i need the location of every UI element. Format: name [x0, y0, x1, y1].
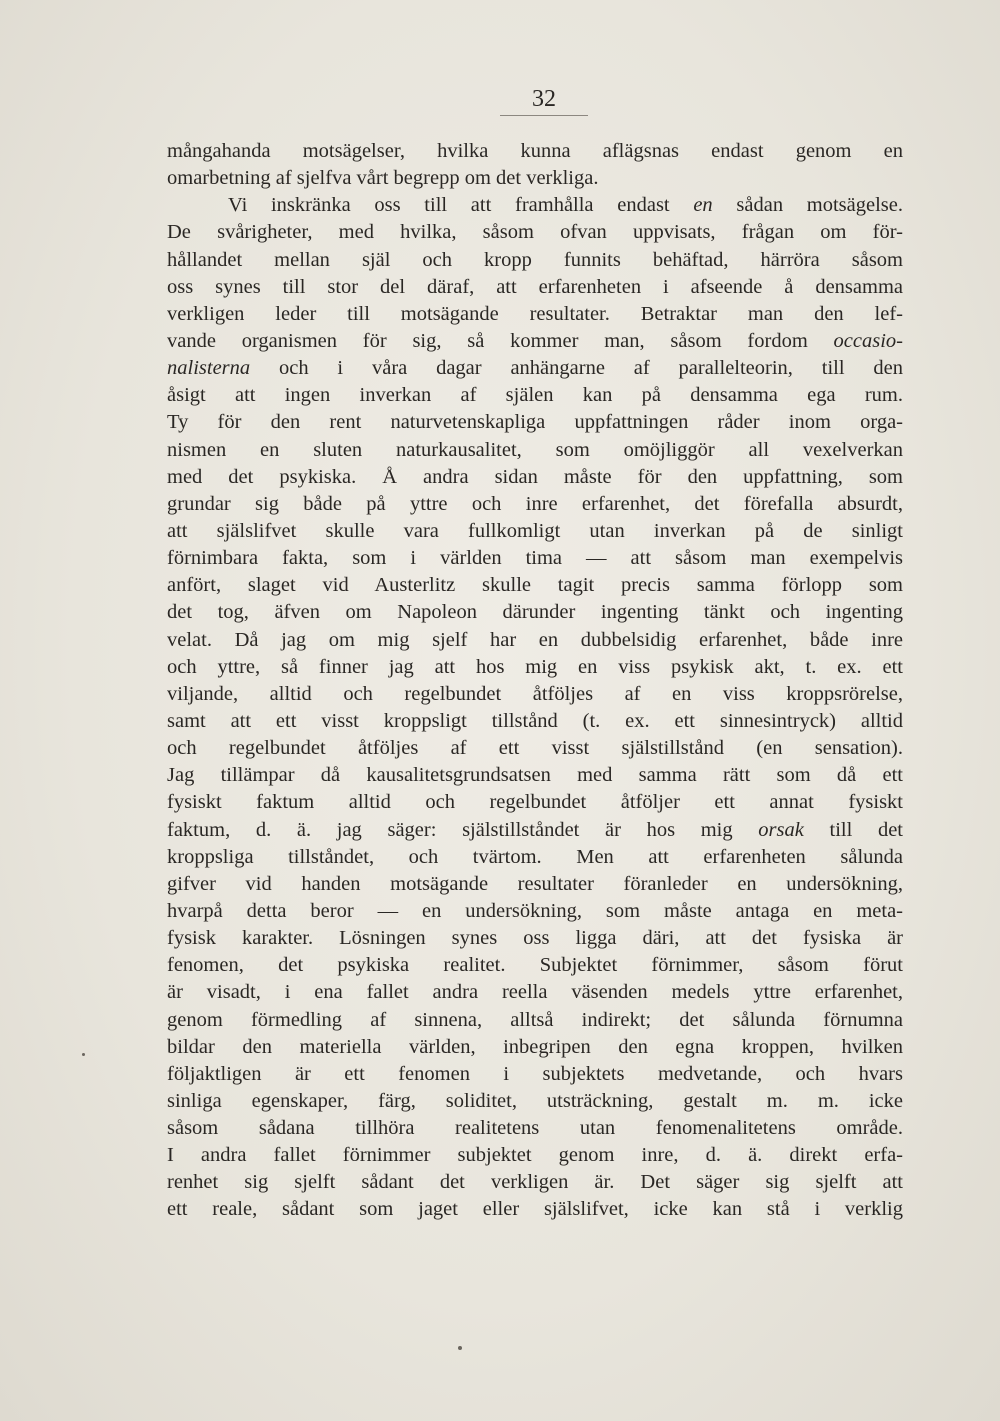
- text-line: [167, 762, 903, 789]
- page-number-rule: [500, 115, 588, 116]
- text-line: [167, 247, 903, 274]
- text-line: [167, 789, 903, 816]
- text-line: [167, 1169, 903, 1196]
- text-segment: I andra fallet förnimmer subjektet genom inre, d. ä. direkt erfa-: [167, 1144, 903, 1167]
- text-line: [167, 355, 903, 382]
- text-segment: sådan motsägelse.: [712, 194, 903, 217]
- text-line: [167, 844, 903, 871]
- text-line: [167, 464, 903, 491]
- text-segment: samt att ett visst kroppsligt tillstånd (t. ex. ett sinnesintryck) alltid: [167, 709, 903, 732]
- text-line: [167, 898, 903, 925]
- text-line: [167, 1115, 903, 1142]
- text-segment: är visadt, i ena fallet andra reella väsenden medels yttre erfarenhet,: [167, 981, 903, 1004]
- text-segment: grundar sig både på yttre och inre erfarenhet, det förefalla absurdt,: [167, 492, 903, 515]
- text-line: [167, 274, 903, 301]
- text-segment: och yttre, så finner jag att hos mig en viss psykisk akt, t. ex. ett: [167, 655, 903, 678]
- text-line: [167, 491, 903, 518]
- text-line: [167, 654, 903, 681]
- text-line: [167, 545, 903, 572]
- text-line: [167, 572, 903, 599]
- text-line: [167, 1142, 903, 1169]
- text-segment: och i våra dagar anhängarne af parallelteorin, till den: [250, 357, 903, 380]
- text-segment: och regelbundet åtföljes af ett visst själstillstånd (en sensation).: [167, 737, 903, 760]
- text-line: [167, 627, 903, 654]
- text-line: [167, 979, 903, 1006]
- text-segment: faktum, d. ä. jag säger: själstillståndet är hos mig: [167, 818, 759, 841]
- body-text: [167, 138, 903, 1224]
- text-segment: hvarpå detta beror — en undersökning, som måste antaga en meta-: [167, 899, 903, 922]
- text-line: [167, 871, 903, 898]
- text-line: [167, 301, 903, 328]
- text-segment: anfört, slaget vid Austerlitz skulle tagit precis samma förlopp som: [167, 574, 903, 597]
- text-line: [167, 518, 903, 545]
- text-segment: De svårigheter, med hvilka, såsom ofvan uppvisats, frågan om för-: [167, 221, 903, 244]
- text-segment: till det: [803, 818, 904, 841]
- text-segment: hållandet mellan själ och kropp funnits behäftad, härröra såsom: [167, 248, 903, 271]
- text-segment: verkligen leder till motsägande resultater. Betraktar man den lef-: [167, 302, 903, 325]
- text-segment: åsigt att ingen inverkan af själen kan på densamma ega rum.: [167, 384, 903, 407]
- page-number: 32: [532, 86, 556, 112]
- text-segment: ett reale, sådant som jaget eller själslifvet, icke kan stå i verklig: [167, 1198, 903, 1221]
- text-line: [167, 437, 903, 464]
- italic-text: occasio-: [833, 329, 903, 352]
- text-segment: Jag tillämpar då kausalitetsgrundsatsen med samma rätt som då ett: [167, 764, 903, 787]
- text-segment: mångahanda motsägelser, hvilka kunna aflägsnas endast genom en: [167, 140, 903, 162]
- text-segment: sinliga egenskaper, färg, soliditet, utsträckning, gestalt m. m. icke: [167, 1089, 903, 1112]
- text-line: [167, 599, 903, 626]
- text-line: [167, 382, 903, 409]
- text-segment: att själslifvet skulle vara fullkomligt utan inverkan på de sinligt: [167, 519, 903, 542]
- text-segment: kroppsliga tillståndet, och tvärtom. Men att erfarenheten sålunda: [167, 845, 903, 868]
- text-line: [167, 1061, 903, 1088]
- text-line: [167, 138, 903, 165]
- italic-text: nalisterna: [167, 357, 251, 380]
- text-line: [167, 219, 903, 246]
- text-line: [167, 952, 903, 979]
- italic-text: en: [693, 194, 713, 217]
- text-segment: det tog, äfven om Napoleon därunder ingenting tänkt och ingenting: [167, 601, 903, 624]
- text-segment: velat. Då jag om mig sjelf har en dubbelsidig erfarenhet, både inre: [167, 628, 903, 651]
- text-segment: vande organismen för sig, så kommer man, såsom fordom: [167, 329, 834, 352]
- text-line: [167, 1088, 903, 1115]
- text-line: [167, 817, 903, 844]
- text-segment: renhet sig sjelft sådant det verkligen är. Det säger sig sjelft att: [167, 1171, 903, 1194]
- text-segment: viljande, alltid och regelbundet åtföljes af en viss kroppsrörelse,: [167, 682, 903, 705]
- text-segment: gifver vid handen motsägande resultater föranleder en undersökning,: [167, 872, 903, 895]
- text-segment: såsom sådana tillhöra realitetens utan fenomenalitetens område.: [167, 1117, 903, 1140]
- text-segment: bildar den materiella världen, inbegripen den egna kroppen, hvilken: [167, 1035, 903, 1058]
- text-line: [167, 708, 903, 735]
- text-segment: oss synes till stor del däraf, att erfarenheten i afseende å densamma: [167, 275, 903, 298]
- text-segment: fenomen, det psykiska realitet. Subjektet förnimmer, såsom förut: [167, 954, 903, 977]
- text-line: [167, 1007, 903, 1034]
- text-segment: följaktligen är ett fenomen i subjektets medvetande, och hvars: [167, 1062, 903, 1085]
- text-segment: Ty för den rent naturvetenskapliga uppfattningen råder inom orga-: [167, 411, 903, 434]
- text-line: [167, 328, 903, 355]
- text-line: [167, 681, 903, 708]
- text-line: [167, 1196, 903, 1223]
- text-line: [167, 735, 903, 762]
- ink-speck: [82, 1053, 85, 1056]
- text-segment: omarbetning af sjelfva vårt begrepp om det verkliga.: [167, 167, 599, 190]
- text-segment: nismen en sluten naturkausalitet, som omöjliggör all vexelverkan: [167, 438, 903, 461]
- text-segment: genom förmedling af sinnena, alltså indirekt; det sålunda förnumna: [167, 1008, 903, 1031]
- text-segment: med det psykiska. Å andra sidan måste för den uppfattning, som: [167, 465, 903, 488]
- text-line: [167, 1034, 903, 1061]
- ink-speck: [458, 1346, 462, 1350]
- text-line: [167, 409, 903, 436]
- text-segment: Vi inskränka oss till att framhålla endast: [228, 194, 694, 217]
- text-line: [167, 925, 903, 952]
- text-segment: förnimbara fakta, som i världen tima — att såsom man exempelvis: [167, 547, 903, 570]
- text-line: [167, 165, 903, 192]
- italic-text: orsak: [758, 818, 804, 841]
- text-segment: fysiskt faktum alltid och regelbundet åtföljer ett annat fysiskt: [167, 791, 903, 814]
- text-segment: fysisk karakter. Lösningen synes oss ligga däri, att det fysiska är: [167, 927, 903, 950]
- text-line: [167, 192, 903, 219]
